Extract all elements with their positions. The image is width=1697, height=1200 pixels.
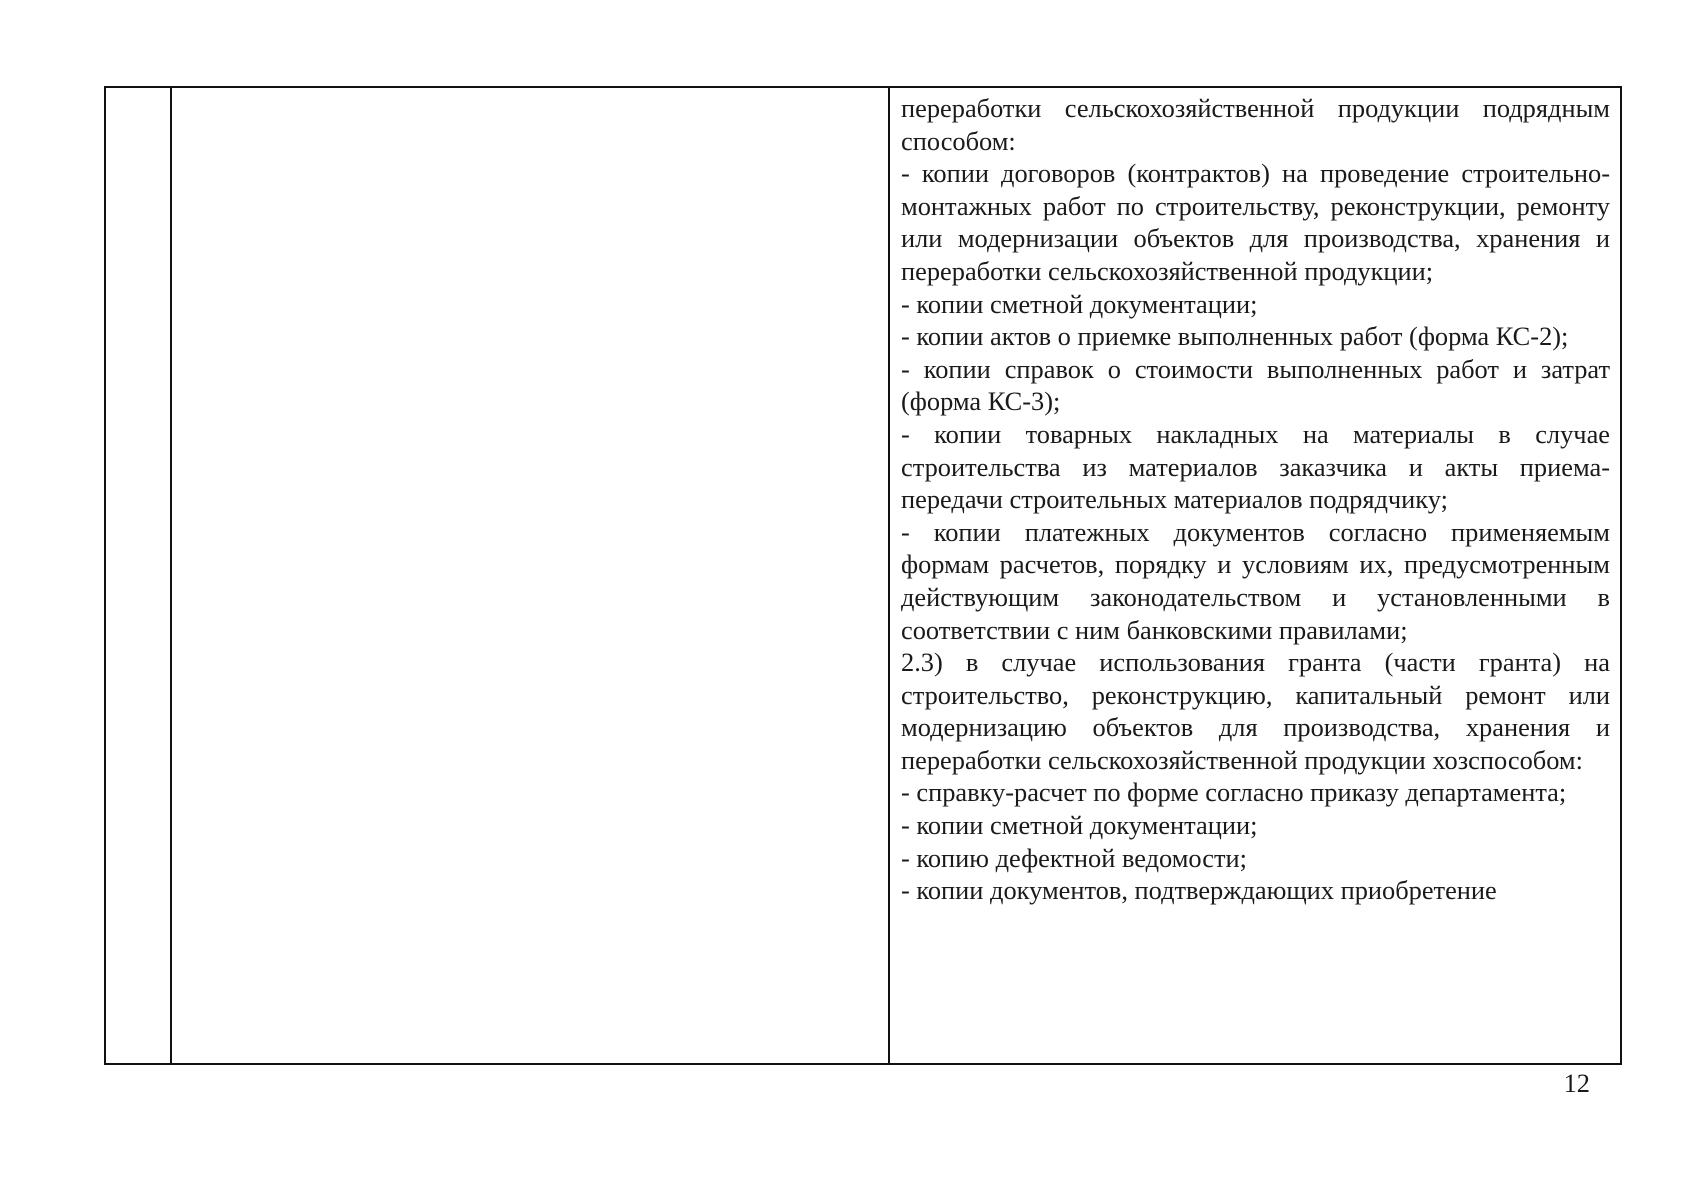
doc-paragraph: - копии актов о приемке выполненных работ (форма КС-2); — [901, 321, 1569, 352]
row-number-cell — [106, 88, 172, 1063]
doc-paragraph: - копии платежных документов согласно применяемым формам расчетов, порядку и условиям их, предусмотренным действующим законодательством и установленными в соответствии с ним банковскими правилами; — [901, 516, 1610, 645]
required-documents-cell — [890, 88, 1620, 1063]
doc-paragraph: - копии договоров (контрактов) на проведение строительно-монтажных работ по строительству, реконструкции, ремонту или модернизации объектов для производства, хранения и переработки сельскохозяйственной продукции; — [901, 158, 1610, 286]
doc-paragraph: - справку-расчет по форме согласно приказу департамента; — [901, 777, 1567, 808]
doc-paragraph: - копии справок о стоимости выполненных работ и затрат (форма КС-3); — [901, 353, 1610, 417]
doc-paragraph: - копию дефектной ведомости; — [901, 842, 1247, 873]
doc-paragraph: - копии сметной документации; — [901, 810, 1258, 841]
doc-paragraph: переработки сельскохозяйственной продукции подрядным способом: — [901, 93, 1610, 156]
document-table — [104, 86, 1622, 1065]
page-number: 12 — [1563, 1068, 1590, 1098]
row-name-cell — [172, 88, 890, 1063]
doc-paragraph: 2.3) в случае использования гранта (части гранта) на строительство, реконструкцию, капитальный ремонт или модернизацию объектов для производства, хранения и переработки сельскохозяйственной продукции хозспособом: — [901, 647, 1610, 775]
doc-paragraph: - копии сметной документации; — [901, 288, 1258, 319]
doc-paragraph: - копии документов, подтверждающих приобретение — [901, 875, 1497, 906]
doc-paragraph: - копии товарных накладных на материалы в случае строительства из материалов заказчика и акты приема-передачи строительных материалов подрядчику; — [901, 418, 1610, 515]
